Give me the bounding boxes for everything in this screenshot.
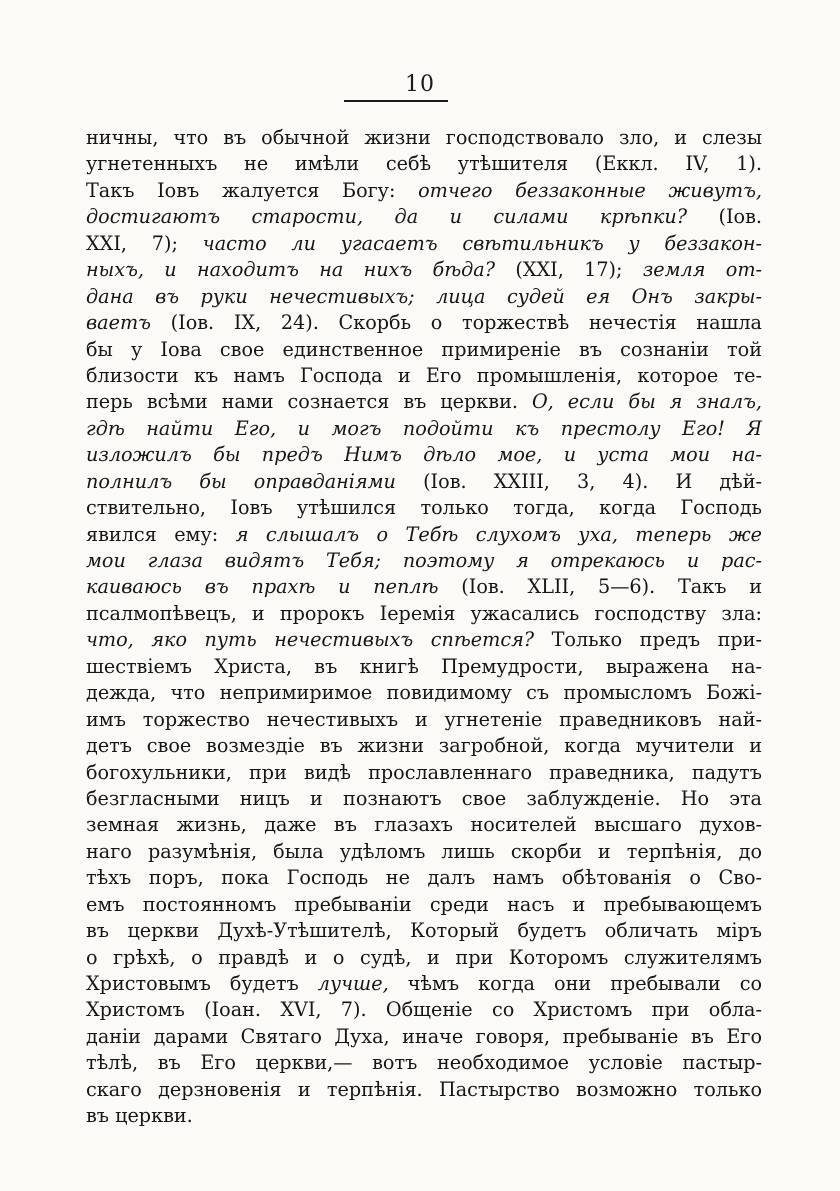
text-line xyxy=(86,627,762,653)
text-run: перь всѣми нами сознается въ церкви. xyxy=(86,390,532,414)
text-run: близости къ намъ Господа и Его промышленія, которое те- xyxy=(86,363,762,387)
text-line xyxy=(86,892,762,918)
text-run: XXI, 7); xyxy=(86,231,203,255)
text-line xyxy=(86,469,762,495)
text-run: (Іов. IX, 24). Скорбь о торжествѣ нечестія нашла xyxy=(150,311,762,335)
italic-quote: лучше, xyxy=(317,972,389,995)
text-run: богохульники, при видѣ прославленнаго праведника, падутъ xyxy=(86,760,762,784)
text-run: ничны, что въ обычной жизни господствовало зло, и слезы xyxy=(86,126,762,149)
italic-quote: О, если бы я зналъ, xyxy=(531,390,762,414)
text-run: бы у Іова свое единственное примиреніе въ сознаніи той xyxy=(86,337,762,361)
text-line xyxy=(86,812,762,838)
italic-quote: часто ли угасаетъ свѣтильникъ у беззакон- xyxy=(202,231,762,255)
text-line xyxy=(86,997,762,1023)
text-run: псалмопѣвецъ, и пророкъ Іеремія ужасались господству зла: xyxy=(86,601,762,625)
page-header xyxy=(0,72,840,97)
text-line xyxy=(86,918,762,944)
text-run: тѣхъ поръ, пока Господь не далъ намъ обѣтованія о Сво- xyxy=(86,866,762,890)
text-line xyxy=(86,654,762,680)
text-run: имъ торжество нечестивыхъ и угнетеніе праведниковъ най- xyxy=(86,707,762,731)
text-run: (Іов. XXIII, 3, 4). И дѣй- xyxy=(395,469,762,493)
text-line xyxy=(86,337,762,363)
text-line xyxy=(86,574,762,600)
italic-quote: дана въ руки нечестивыхъ; лица судей ея Онъ закры- xyxy=(86,284,762,308)
text-line xyxy=(86,416,762,442)
text-line xyxy=(86,284,762,310)
italic-quote: достигаютъ старости, да и силами крѣпки? xyxy=(86,205,688,229)
text-run: въ церкви Духѣ-Утѣшителѣ, Который будетъ обличать міръ xyxy=(86,919,762,943)
text-line xyxy=(86,786,762,812)
text-run: тѣлѣ, въ Его церкви,— вотъ необходимое условіе пастыр- xyxy=(86,1051,762,1075)
text-line xyxy=(86,760,762,786)
text-run: въ церкви. xyxy=(86,1104,193,1128)
text-line xyxy=(86,839,762,865)
header-rule xyxy=(344,100,448,102)
text-line xyxy=(86,310,762,336)
italic-quote: что, яко путь нечестивыхъ спѣется? xyxy=(86,628,535,652)
body-text xyxy=(86,125,762,1130)
text-run: (XXI, 17); xyxy=(495,258,643,282)
italic-quote: ваетъ xyxy=(86,311,151,335)
text-line xyxy=(86,1024,762,1050)
text-run: Такъ Іовъ жалуется Богу: xyxy=(86,178,419,202)
text-run: ствительно, Іовъ утѣшился только тогда, когда Господь xyxy=(86,496,762,520)
text-run: даніи дарами Святаго Духа, иначе говоря, пребываніе въ Его xyxy=(86,1024,762,1048)
text-run: явился ему: xyxy=(86,522,236,546)
text-run: земная жизнь, даже въ глазахъ носителей высшаго духов- xyxy=(86,813,762,837)
text-line xyxy=(86,257,762,283)
text-run: детъ свое возмездіе въ жизни загробной, когда мучители и xyxy=(86,734,762,758)
text-run: Только предъ при- xyxy=(534,628,762,652)
text-line xyxy=(86,865,762,891)
italic-quote: я слышалъ о Тебѣ слухомъ уха, теперь же xyxy=(235,522,763,546)
text-line xyxy=(86,971,762,997)
text-line xyxy=(86,231,762,257)
text-line xyxy=(86,442,762,468)
text-line xyxy=(86,522,762,548)
text-line xyxy=(86,363,762,389)
italic-quote: изложилъ бы предъ Нимъ дѣло мое, и уста мои на- xyxy=(86,443,762,467)
text-run: емъ постоянномъ пребываніи среди насъ и пребывающемъ xyxy=(86,892,762,916)
italic-quote: мои глаза видятъ Тебя; поэтому я отрекаюсь и рас- xyxy=(86,549,762,572)
text-line xyxy=(86,945,762,971)
text-run: шествіемъ Христа, въ книгѣ Премудрости, выражена на- xyxy=(86,654,762,678)
text-run: Христомъ (Іоан. XVI, 7). Общеніе со Христомъ при обла- xyxy=(86,998,762,1022)
text-line xyxy=(86,733,762,759)
page-number: 10 xyxy=(405,72,435,97)
text-run: угнетенныхъ не имѣли себѣ утѣшителя (Еккл. IV, 1). xyxy=(86,152,762,176)
italic-quote: земля от- xyxy=(642,258,762,282)
italic-quote: гдѣ найти Его, и могъ подойти къ престолу Его! Я xyxy=(86,416,762,440)
text-run: безгласными ницъ и познаютъ свое заблужденіе. Но эта xyxy=(86,786,762,810)
text-line xyxy=(86,1103,762,1129)
text-run: наго разумѣнія, была удѣломъ лишь скорби и терпѣнія, до xyxy=(86,839,762,863)
text-line xyxy=(86,548,762,574)
text-line xyxy=(86,707,762,733)
text-line xyxy=(86,178,762,204)
text-line xyxy=(86,1077,762,1103)
italic-quote: ныхъ, и находитъ на нихъ бѣда? xyxy=(86,258,496,282)
text-line xyxy=(86,601,762,627)
italic-quote: полнилъ бы оправданіями xyxy=(86,469,396,493)
text-run: дежда, что непримиримое повидимому съ промысломъ Божі- xyxy=(86,681,762,705)
text-line xyxy=(86,151,762,177)
text-run: о грѣхѣ, о правдѣ и о судѣ, и при Которомъ служителямъ xyxy=(86,945,762,969)
text-line xyxy=(86,1050,762,1076)
text-run: чѣмъ когда они пребывали со xyxy=(388,972,762,995)
italic-quote: отчего беззаконные живутъ, xyxy=(418,178,762,202)
text-line xyxy=(86,680,762,706)
text-run: скаго дерзновенія и терпѣнія. Пастырство возможно только xyxy=(86,1077,762,1101)
italic-quote: каиваюсь въ прахѣ и пеплѣ xyxy=(86,575,439,599)
text-line xyxy=(86,389,762,415)
text-run: (Іов. xyxy=(687,205,762,229)
text-line xyxy=(86,204,762,230)
text-run: (Іов. XLII, 5—6). Такъ и xyxy=(438,575,762,599)
text-run: Христовымъ будетъ xyxy=(86,972,318,995)
text-line xyxy=(86,495,762,521)
text-line xyxy=(86,125,762,151)
